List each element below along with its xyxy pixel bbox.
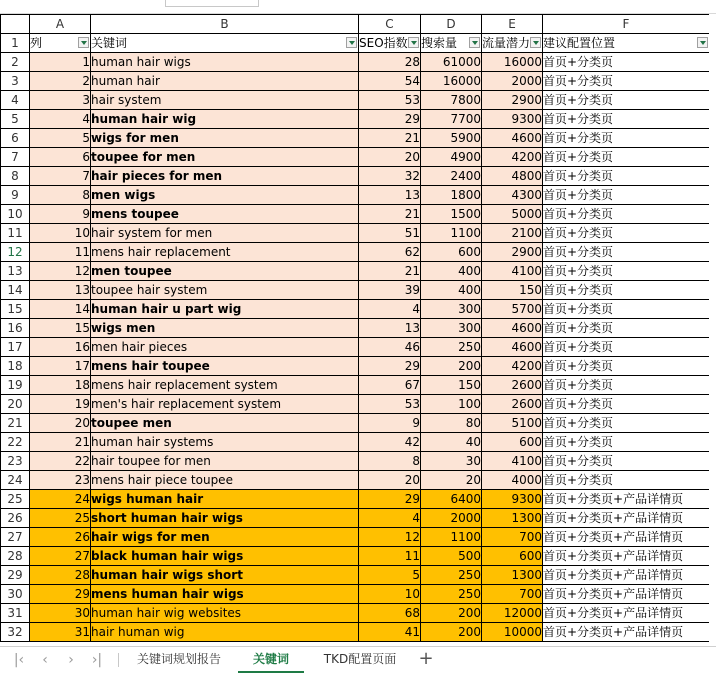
- cell-search-volume[interactable]: 200: [421, 357, 482, 376]
- cell-traffic-potential[interactable]: 150: [482, 281, 543, 300]
- row-header[interactable]: 19: [1, 376, 30, 395]
- cell-search-volume[interactable]: 2400: [421, 167, 482, 186]
- header-cell-seo-index[interactable]: [359, 34, 421, 53]
- row-header[interactable]: 12: [1, 243, 30, 262]
- tab-keyword-report[interactable]: 关键词规划报告: [136, 652, 221, 666]
- cell-placement[interactable]: 首页+分类页+产品详情页: [543, 604, 710, 623]
- tab-divider: [118, 653, 119, 667]
- cell-placement[interactable]: 首页+分类页: [543, 167, 710, 186]
- cell-keyword[interactable]: hair toupee for men: [91, 452, 359, 471]
- cell-search-volume[interactable]: 4900: [421, 148, 482, 167]
- cell-keyword[interactable]: wigs men: [91, 319, 359, 338]
- next-sheet-icon[interactable]: ›: [68, 652, 74, 668]
- cell-search-volume[interactable]: 80: [421, 414, 482, 433]
- cell-traffic-potential[interactable]: 1300: [482, 566, 543, 585]
- cell-seo-index[interactable]: 9: [359, 414, 421, 433]
- table-row: [1, 414, 710, 433]
- cell-traffic-potential[interactable]: 5100: [482, 414, 543, 433]
- row-header[interactable]: 27: [1, 528, 30, 547]
- cell-placement[interactable]: 首页+分类页: [543, 414, 710, 433]
- cell-search-volume[interactable]: 250: [421, 566, 482, 585]
- column-header-b[interactable]: B: [91, 15, 359, 34]
- cell-search-volume[interactable]: 300: [421, 300, 482, 319]
- cell-placement[interactable]: 首页+分类页: [543, 433, 710, 452]
- cell-traffic-potential[interactable]: 2000: [482, 72, 543, 91]
- cell-traffic-potential[interactable]: 600: [482, 547, 543, 566]
- cell-traffic-potential[interactable]: 600: [482, 433, 543, 452]
- table-header-row: [1, 34, 710, 53]
- cell-id[interactable]: 25: [30, 509, 91, 528]
- table-row: [1, 205, 710, 224]
- table-row: [1, 395, 710, 414]
- header-label: 建议配置位置: [543, 36, 616, 50]
- cell-placement[interactable]: 首页+分类页: [543, 53, 710, 72]
- cell-placement[interactable]: 首页+分类页: [543, 395, 710, 414]
- header-cell-keyword[interactable]: [91, 34, 359, 53]
- cell-traffic-potential[interactable]: 5700: [482, 300, 543, 319]
- header-cell-id[interactable]: [30, 34, 91, 53]
- first-sheet-icon[interactable]: |‹: [13, 652, 25, 668]
- cell-keyword[interactable]: human hair wig: [91, 110, 359, 129]
- row-header[interactable]: 13: [1, 262, 30, 281]
- cell-placement[interactable]: 首页+分类页: [543, 91, 710, 110]
- cell-search-volume[interactable]: 400: [421, 281, 482, 300]
- cell-search-volume[interactable]: 1100: [421, 528, 482, 547]
- cell-keyword[interactable]: black human hair wigs: [91, 547, 359, 566]
- cell-id[interactable]: 17: [30, 357, 91, 376]
- row-header[interactable]: 9: [1, 186, 30, 205]
- row-header[interactable]: 16: [1, 319, 30, 338]
- row-header[interactable]: 24: [1, 471, 30, 490]
- filter-dropdown-icon[interactable]: [408, 37, 419, 48]
- cell-search-volume[interactable]: 300: [421, 319, 482, 338]
- cell-search-volume[interactable]: 1800: [421, 186, 482, 205]
- cell-seo-index[interactable]: 21: [359, 262, 421, 281]
- cell-id[interactable]: 23: [30, 471, 91, 490]
- cell-placement[interactable]: 首页+分类页+产品详情页: [543, 585, 710, 604]
- cell-placement[interactable]: 首页+分类页+产品详情页: [543, 490, 710, 509]
- cell-seo-index[interactable]: 29: [359, 357, 421, 376]
- cell-id[interactable]: 14: [30, 300, 91, 319]
- cell-id[interactable]: 10: [30, 224, 91, 243]
- cell-traffic-potential[interactable]: 4600: [482, 129, 543, 148]
- cell-traffic-potential[interactable]: 2900: [482, 91, 543, 110]
- table-row: [1, 110, 710, 129]
- cell-keyword[interactable]: mens hair replacement: [91, 243, 359, 262]
- cell-id[interactable]: 7: [30, 167, 91, 186]
- table-row: [1, 148, 710, 167]
- cell-seo-index[interactable]: 62: [359, 243, 421, 262]
- cell-search-volume[interactable]: 5900: [421, 129, 482, 148]
- cell-seo-index[interactable]: 12: [359, 528, 421, 547]
- cell-id[interactable]: 11: [30, 243, 91, 262]
- table-row: [1, 452, 710, 471]
- cell-search-volume[interactable]: 16000: [421, 72, 482, 91]
- cell-traffic-potential[interactable]: 4100: [482, 262, 543, 281]
- table-row: [1, 243, 710, 262]
- cell-keyword[interactable]: men hair pieces: [91, 338, 359, 357]
- cell-id[interactable]: 3: [30, 91, 91, 110]
- cell-seo-index[interactable]: 13: [359, 319, 421, 338]
- row-header[interactable]: 2: [1, 53, 30, 72]
- cell-search-volume[interactable]: 1100: [421, 224, 482, 243]
- add-sheet-button[interactable]: +: [418, 648, 434, 669]
- cell-id[interactable]: 30: [30, 604, 91, 623]
- cell-placement[interactable]: 首页+分类页: [543, 319, 710, 338]
- table-row: [1, 376, 710, 395]
- cell-search-volume[interactable]: 100: [421, 395, 482, 414]
- cell-search-volume[interactable]: 150: [421, 376, 482, 395]
- table-row: [1, 129, 710, 148]
- cell-traffic-potential[interactable]: 4100: [482, 452, 543, 471]
- prev-sheet-icon[interactable]: ‹: [42, 652, 48, 668]
- cell-keyword[interactable]: human hair wigs short: [91, 566, 359, 585]
- cell-keyword[interactable]: wigs for men: [91, 129, 359, 148]
- cell-seo-index[interactable]: 53: [359, 91, 421, 110]
- cell-placement[interactable]: 首页+分类页: [543, 452, 710, 471]
- cell-traffic-potential[interactable]: 16000: [482, 53, 543, 72]
- cell-search-volume[interactable]: 40: [421, 433, 482, 452]
- cell-placement[interactable]: 首页+分类页: [543, 129, 710, 148]
- cell-placement[interactable]: 首页+分类页: [543, 338, 710, 357]
- cell-seo-index[interactable]: 46: [359, 338, 421, 357]
- cell-id[interactable]: 27: [30, 547, 91, 566]
- row-header[interactable]: 31: [1, 604, 30, 623]
- column-header-c[interactable]: C: [359, 15, 421, 34]
- tab-tkd-config[interactable]: TKD配置页面: [323, 652, 397, 666]
- cell-seo-index[interactable]: 11: [359, 547, 421, 566]
- cell-id[interactable]: 2: [30, 72, 91, 91]
- cell-traffic-potential[interactable]: 12000: [482, 604, 543, 623]
- cell-keyword[interactable]: mens hair toupee: [91, 357, 359, 376]
- cell-keyword[interactable]: mens hair replacement system: [91, 376, 359, 395]
- cell-seo-index[interactable]: 39: [359, 281, 421, 300]
- cell-placement[interactable]: 首页+分类页: [543, 357, 710, 376]
- row-header[interactable]: 4: [1, 91, 30, 110]
- column-header-a[interactable]: A: [30, 15, 91, 34]
- cell-id[interactable]: 5: [30, 129, 91, 148]
- cell-seo-index[interactable]: 4: [359, 509, 421, 528]
- cell-placement[interactable]: 首页+分类页+产品详情页: [543, 566, 710, 585]
- cell-traffic-potential[interactable]: 4600: [482, 319, 543, 338]
- cell-placement[interactable]: 首页+分类页+产品详情页: [543, 547, 710, 566]
- header-label: 关键词: [91, 36, 128, 50]
- cell-id[interactable]: 31: [30, 623, 91, 642]
- cell-search-volume[interactable]: 6400: [421, 490, 482, 509]
- table-row: [1, 357, 710, 376]
- cell-search-volume[interactable]: 250: [421, 585, 482, 604]
- cell-search-volume[interactable]: 61000: [421, 53, 482, 72]
- header-cell-traffic-potential[interactable]: [482, 34, 543, 53]
- row-header[interactable]: 3: [1, 72, 30, 91]
- cell-placement[interactable]: 首页+分类页: [543, 186, 710, 205]
- cell-seo-index[interactable]: 20: [359, 148, 421, 167]
- cell-seo-index[interactable]: 42: [359, 433, 421, 452]
- row-header[interactable]: 15: [1, 300, 30, 319]
- cell-traffic-potential[interactable]: 4200: [482, 357, 543, 376]
- cell-id[interactable]: 28: [30, 566, 91, 585]
- cell-seo-index[interactable]: 53: [359, 395, 421, 414]
- cell-traffic-potential[interactable]: 2600: [482, 376, 543, 395]
- top-toolbar-strip: [0, 0, 716, 14]
- sheet-tab-bar: [0, 646, 716, 674]
- cell-placement[interactable]: 首页+分类页+产品详情页: [543, 623, 710, 642]
- cell-search-volume[interactable]: 200: [421, 623, 482, 642]
- cell-id[interactable]: 19: [30, 395, 91, 414]
- cell-id[interactable]: 24: [30, 490, 91, 509]
- last-sheet-icon[interactable]: ›|: [91, 652, 103, 668]
- cell-search-volume[interactable]: 600: [421, 243, 482, 262]
- cell-keyword[interactable]: mens human hair wigs: [91, 585, 359, 604]
- cell-keyword[interactable]: men wigs: [91, 186, 359, 205]
- grid-right-margin: [709, 14, 716, 646]
- filter-dropdown-icon[interactable]: [346, 37, 357, 48]
- table-row: [1, 53, 710, 72]
- table-row: [1, 186, 710, 205]
- table-row: [1, 585, 710, 604]
- cell-search-volume[interactable]: 2000: [421, 509, 482, 528]
- table-row: [1, 91, 710, 110]
- cell-seo-index[interactable]: 20: [359, 471, 421, 490]
- header-label: 流量潜力: [482, 36, 531, 50]
- cell-traffic-potential[interactable]: 4800: [482, 167, 543, 186]
- cell-seo-index[interactable]: 4: [359, 300, 421, 319]
- cell-traffic-potential[interactable]: 9300: [482, 490, 543, 509]
- table-row: [1, 224, 710, 243]
- cell-traffic-potential[interactable]: 9300: [482, 110, 543, 129]
- cell-id[interactable]: 29: [30, 585, 91, 604]
- row-header[interactable]: 18: [1, 357, 30, 376]
- cell-keyword[interactable]: human hair: [91, 72, 359, 91]
- row-header[interactable]: 11: [1, 224, 30, 243]
- cell-keyword[interactable]: human hair systems: [91, 433, 359, 452]
- filter-dropdown-icon[interactable]: [530, 37, 541, 48]
- cell-keyword[interactable]: men's hair replacement system: [91, 395, 359, 414]
- cell-placement[interactable]: 首页+分类页: [543, 471, 710, 490]
- cell-placement[interactable]: 首页+分类页: [543, 376, 710, 395]
- cell-seo-index[interactable]: 67: [359, 376, 421, 395]
- cell-search-volume[interactable]: 7700: [421, 110, 482, 129]
- cell-traffic-potential[interactable]: 4600: [482, 338, 543, 357]
- cell-id[interactable]: 4: [30, 110, 91, 129]
- row-header[interactable]: 26: [1, 509, 30, 528]
- row-header[interactable]: 23: [1, 452, 30, 471]
- header-cell-search-volume[interactable]: [421, 34, 482, 53]
- cell-seo-index[interactable]: 5: [359, 566, 421, 585]
- table-row: [1, 72, 710, 91]
- row-header[interactable]: 28: [1, 547, 30, 566]
- table-row: [1, 167, 710, 186]
- table-row: [1, 623, 710, 642]
- column-header-row: [1, 15, 710, 34]
- table-row: [1, 547, 710, 566]
- cell-keyword[interactable]: human hair wig websites: [91, 604, 359, 623]
- cell-id[interactable]: 21: [30, 433, 91, 452]
- cell-seo-index[interactable]: 21: [359, 129, 421, 148]
- row-header[interactable]: 7: [1, 148, 30, 167]
- cell-seo-index[interactable]: 54: [359, 72, 421, 91]
- cell-keyword[interactable]: mens toupee: [91, 205, 359, 224]
- header-label: SEO指数: [359, 36, 408, 50]
- cell-id[interactable]: 9: [30, 205, 91, 224]
- cell-seo-index[interactable]: 41: [359, 623, 421, 642]
- cell-traffic-potential[interactable]: 10000: [482, 623, 543, 642]
- cell-keyword[interactable]: short human hair wigs: [91, 509, 359, 528]
- header-label: 列: [30, 36, 43, 50]
- cell-search-volume[interactable]: 400: [421, 262, 482, 281]
- table-row: [1, 300, 710, 319]
- cell-traffic-potential[interactable]: 4300: [482, 186, 543, 205]
- cell-seo-index[interactable]: 21: [359, 205, 421, 224]
- row-header[interactable]: 1: [1, 34, 30, 53]
- filter-dropdown-icon[interactable]: [78, 37, 89, 48]
- cell-seo-index[interactable]: 29: [359, 490, 421, 509]
- cell-id[interactable]: 22: [30, 452, 91, 471]
- cell-traffic-potential[interactable]: 4200: [482, 148, 543, 167]
- cell-keyword[interactable]: human hair u part wig: [91, 300, 359, 319]
- filter-dropdown-icon[interactable]: [697, 37, 708, 48]
- row-header[interactable]: 5: [1, 110, 30, 129]
- cell-keyword[interactable]: toupee for men: [91, 148, 359, 167]
- cell-traffic-potential[interactable]: 1300: [482, 509, 543, 528]
- top-tab-stub: [165, 0, 259, 7]
- cell-seo-index[interactable]: 28: [359, 53, 421, 72]
- row-header[interactable]: 30: [1, 585, 30, 604]
- row-header[interactable]: 14: [1, 281, 30, 300]
- filter-dropdown-icon[interactable]: [469, 37, 480, 48]
- header-label: 搜索量: [421, 36, 458, 50]
- cell-keyword[interactable]: toupee hair system: [91, 281, 359, 300]
- table-row: [1, 281, 710, 300]
- column-header-f[interactable]: F: [543, 15, 710, 34]
- cell-placement[interactable]: 首页+分类页: [543, 72, 710, 91]
- table-row: [1, 566, 710, 585]
- cell-keyword[interactable]: mens hair piece toupee: [91, 471, 359, 490]
- cell-placement[interactable]: 首页+分类页: [543, 300, 710, 319]
- cell-id[interactable]: 6: [30, 148, 91, 167]
- cell-keyword[interactable]: hair human wig: [91, 623, 359, 642]
- row-header[interactable]: 22: [1, 433, 30, 452]
- cell-id[interactable]: 8: [30, 186, 91, 205]
- cell-search-volume[interactable]: 1500: [421, 205, 482, 224]
- cell-keyword[interactable]: human hair wigs: [91, 53, 359, 72]
- row-header[interactable]: 25: [1, 490, 30, 509]
- cell-seo-index[interactable]: 13: [359, 186, 421, 205]
- select-all-corner[interactable]: [1, 15, 30, 34]
- cell-placement[interactable]: 首页+分类页: [543, 205, 710, 224]
- row-header[interactable]: 10: [1, 205, 30, 224]
- spreadsheet-grid: [0, 14, 710, 642]
- cell-traffic-potential[interactable]: 2900: [482, 243, 543, 262]
- tab-keywords[interactable]: 关键词: [238, 647, 304, 673]
- table-row: [1, 471, 710, 490]
- cell-search-volume[interactable]: 30: [421, 452, 482, 471]
- header-cell-placement[interactable]: [543, 34, 710, 53]
- table-row: [1, 338, 710, 357]
- column-header-e[interactable]: E: [482, 15, 543, 34]
- table-row: [1, 509, 710, 528]
- cell-keyword[interactable]: hair system: [91, 91, 359, 110]
- table-row: [1, 319, 710, 338]
- row-header[interactable]: 6: [1, 129, 30, 148]
- cell-id[interactable]: 13: [30, 281, 91, 300]
- cell-traffic-potential[interactable]: 4000: [482, 471, 543, 490]
- cell-placement[interactable]: 首页+分类页: [543, 281, 710, 300]
- cell-id[interactable]: 16: [30, 338, 91, 357]
- cell-keyword[interactable]: hair system for men: [91, 224, 359, 243]
- cell-seo-index[interactable]: 10: [359, 585, 421, 604]
- cell-traffic-potential[interactable]: 2100: [482, 224, 543, 243]
- row-header[interactable]: 21: [1, 414, 30, 433]
- cell-id[interactable]: 1: [30, 53, 91, 72]
- cell-id[interactable]: 12: [30, 262, 91, 281]
- cell-keyword[interactable]: men toupee: [91, 262, 359, 281]
- row-header[interactable]: 17: [1, 338, 30, 357]
- cell-search-volume[interactable]: 200: [421, 604, 482, 623]
- cell-traffic-potential[interactable]: 2600: [482, 395, 543, 414]
- cell-keyword[interactable]: wigs human hair: [91, 490, 359, 509]
- column-header-d[interactable]: D: [421, 15, 482, 34]
- cell-placement[interactable]: 首页+分类页: [543, 224, 710, 243]
- row-header[interactable]: 32: [1, 623, 30, 642]
- cell-keyword[interactable]: hair pieces for men: [91, 167, 359, 186]
- cell-keyword[interactable]: hair wigs for men: [91, 528, 359, 547]
- cell-id[interactable]: 20: [30, 414, 91, 433]
- cell-traffic-potential[interactable]: 700: [482, 585, 543, 604]
- cell-placement[interactable]: 首页+分类页: [543, 110, 710, 129]
- cell-traffic-potential[interactable]: 700: [482, 528, 543, 547]
- cell-seo-index[interactable]: 51: [359, 224, 421, 243]
- cell-search-volume[interactable]: 250: [421, 338, 482, 357]
- cell-placement[interactable]: 首页+分类页: [543, 148, 710, 167]
- cell-search-volume[interactable]: 500: [421, 547, 482, 566]
- table-row: [1, 490, 710, 509]
- table-row: [1, 433, 710, 452]
- cell-search-volume[interactable]: 20: [421, 471, 482, 490]
- cell-search-volume[interactable]: 7800: [421, 91, 482, 110]
- cell-id[interactable]: 18: [30, 376, 91, 395]
- cell-keyword[interactable]: toupee men: [91, 414, 359, 433]
- cell-placement[interactable]: 首页+分类页+产品详情页: [543, 528, 710, 547]
- cell-traffic-potential[interactable]: 5000: [482, 205, 543, 224]
- table-row: [1, 262, 710, 281]
- cell-placement[interactable]: 首页+分类页+产品详情页: [543, 509, 710, 528]
- cell-seo-index[interactable]: 32: [359, 167, 421, 186]
- cell-seo-index[interactable]: 8: [359, 452, 421, 471]
- cell-placement[interactable]: 首页+分类页: [543, 262, 710, 281]
- cell-placement[interactable]: 首页+分类页: [543, 243, 710, 262]
- row-header[interactable]: 29: [1, 566, 30, 585]
- cell-seo-index[interactable]: 29: [359, 110, 421, 129]
- row-header[interactable]: 20: [1, 395, 30, 414]
- table-row: [1, 604, 710, 623]
- cell-id[interactable]: 15: [30, 319, 91, 338]
- cell-seo-index[interactable]: 68: [359, 604, 421, 623]
- row-header[interactable]: 8: [1, 167, 30, 186]
- cell-id[interactable]: 26: [30, 528, 91, 547]
- table-row: [1, 528, 710, 547]
